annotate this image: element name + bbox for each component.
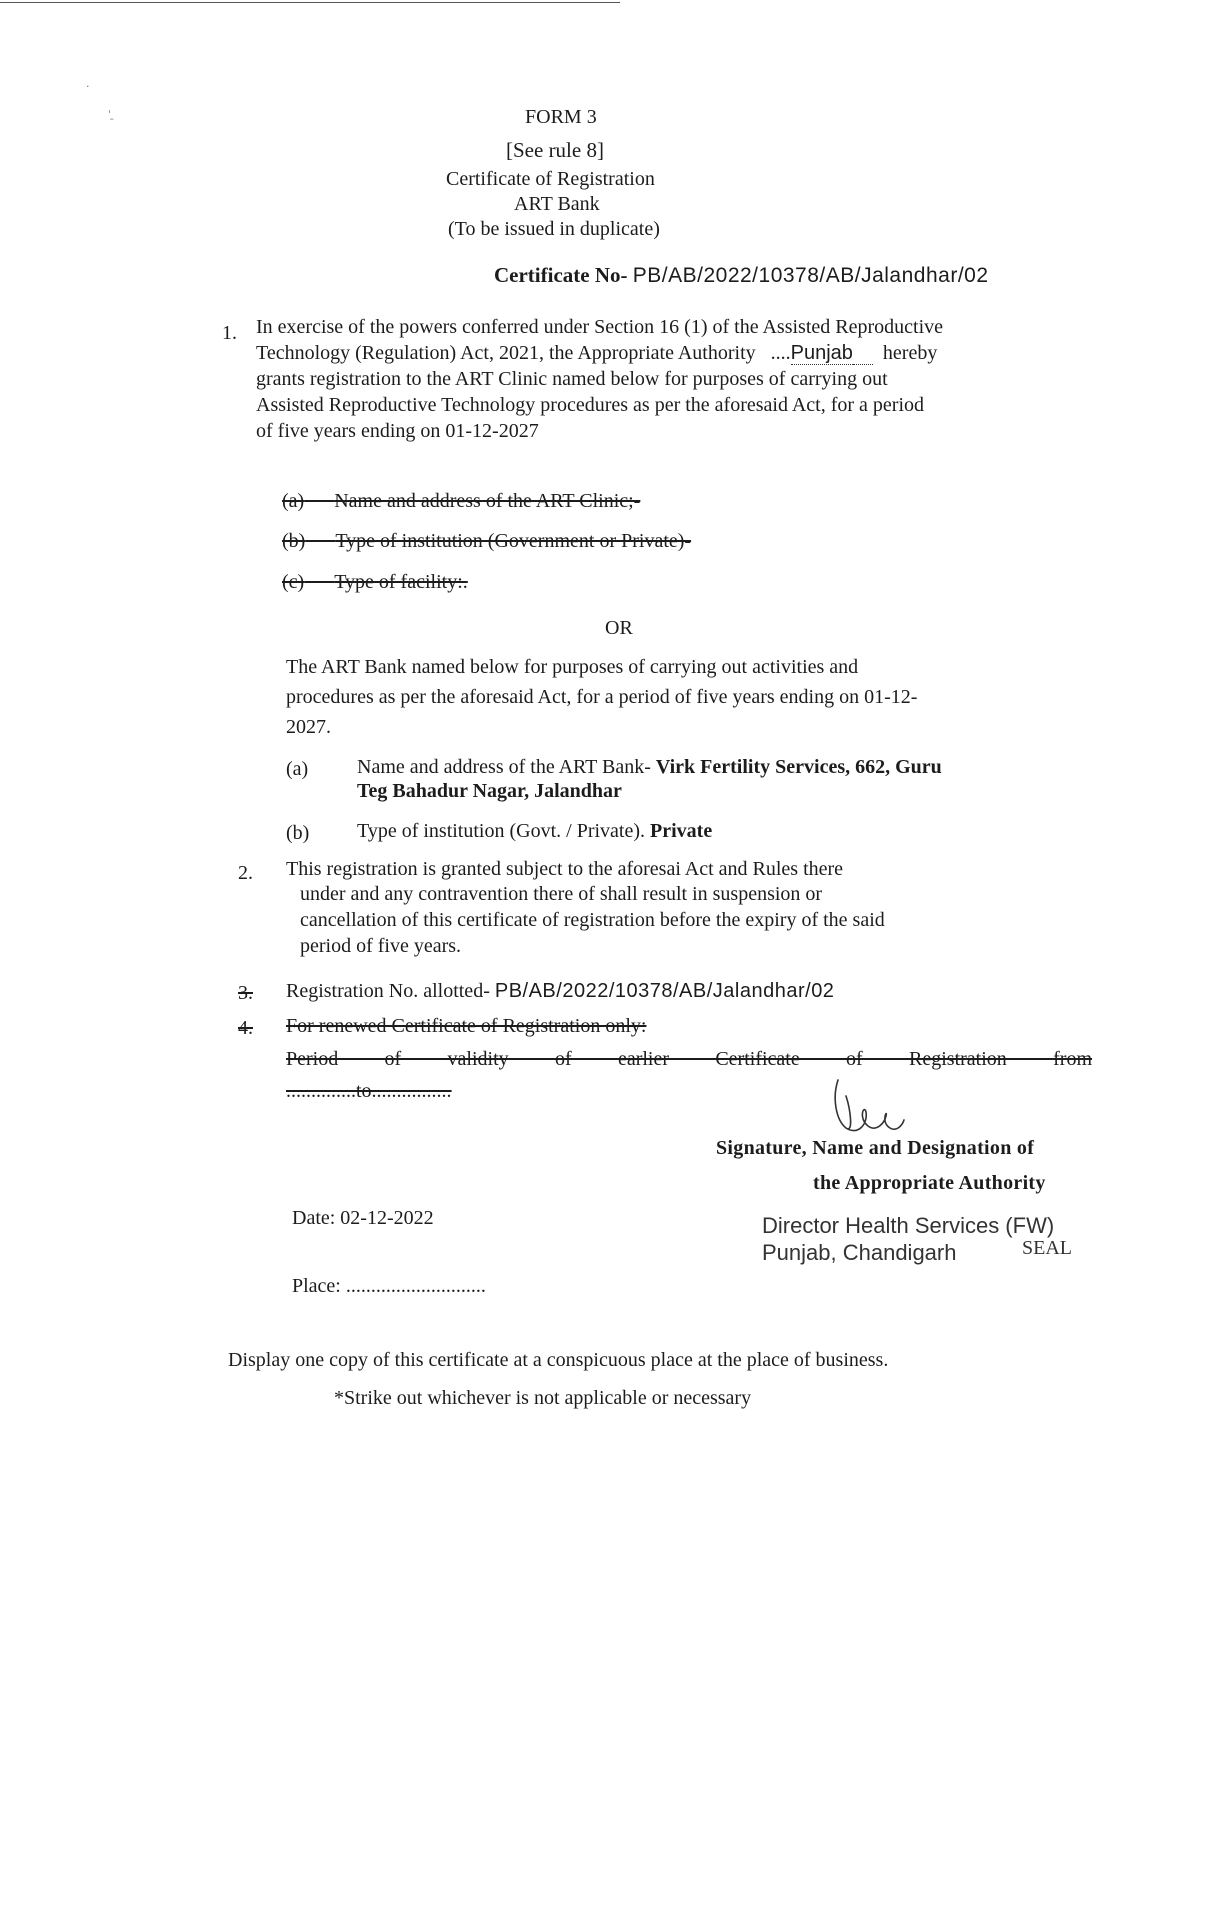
issue-place: Place: ............................ (292, 1275, 486, 1297)
designation-line-2: Punjab, Chandigarh (762, 1240, 957, 1265)
certificate-number-value: PB/AB/2022/10378/AB/Jalandhar/02 (632, 264, 989, 287)
duplicate-note: (To be issued in duplicate) (448, 218, 660, 240)
form-number: FORM 3 (525, 106, 597, 128)
clinic-item-c: (c) Type of facility:. (282, 571, 468, 593)
clinic-item-a: (a) Name and address of the ART Clinic;- (282, 490, 641, 512)
bank-name-address: Virk Fertility Services, 662, Guru (655, 756, 942, 778)
or-separator: OR (605, 617, 633, 639)
strike-out-note: *Strike out whichever is not applicable or necessary (334, 1387, 752, 1409)
scan-speck: ˈ ̱ (108, 108, 115, 121)
authority-state: Punjab (790, 342, 853, 364)
registration-number-line: Registration No. allotted- PB/AB/2022/10378/AB/Jalandhar/02 (286, 980, 835, 1002)
para-4-line-2: Period of validity of earlier Certificate of Registration from (286, 1048, 1092, 1070)
para-2-line-3: cancellation of this certificate of registration before the expiry of the said (300, 909, 885, 931)
bank-item-a-label: (a) (286, 758, 309, 780)
registration-number-value: PB/AB/2022/10378/AB/Jalandhar/02 (494, 980, 835, 1002)
para-4-line-3: ..............to................ (286, 1080, 452, 1102)
certificate-subtitle: ART Bank (514, 193, 600, 215)
para-1-text: In exercise of the powers conferred under Section 16 (1) of the Assisted Reproductive Technology (Regulation) Act, 2021, the Appropriate Authority ....Punjab hereby grants registration to the ART Clinic named below for purposes of carrying out Assisted Reproductive Technology procedures as per the aforesaid Act, for a period of five years ending on 01-12-2027 (256, 316, 944, 442)
para-4-number: 4. (238, 1017, 253, 1039)
para-3-number: 3. (238, 982, 253, 1004)
display-instruction: Display one copy of this certificate at a conspicuous place at the place of business. (228, 1349, 889, 1371)
bank-item-b-label: (b) (286, 822, 310, 844)
para-2-line-2: under and any contravention there of shall result in suspension or (300, 883, 823, 905)
designation-line-1: Director Health Services (FW) (762, 1213, 1055, 1238)
issue-date: Date: 02-12-2022 (292, 1207, 434, 1229)
clinic-item-b: (b) Type of institution (Government or Private)- (282, 530, 692, 552)
para-2-line-4: period of five years. (300, 935, 462, 957)
bank-paragraph: The ART Bank named below for purposes of carrying out activities and procedures as per the aforesaid Act, for a period of five years ending on 01-12- 2027. (286, 656, 918, 738)
institution-type: Private (650, 820, 713, 842)
rule-reference: [See rule 8] (506, 138, 604, 162)
scan-top-edge-line (0, 2, 620, 3)
seal-label: SEAL (1022, 1237, 1072, 1259)
scan-speck: · (86, 80, 90, 93)
para-2-number: 2. (238, 862, 253, 884)
signature-caption-line-1: Signature, Name and Designation of (716, 1137, 1035, 1159)
signature-caption-line-2: the Appropriate Authority (813, 1172, 1046, 1194)
bank-item-b-text: Type of institution (Govt. / Private). Private (357, 820, 713, 842)
para-2-line-1: This registration is granted subject to the aforesai Act and Rules there (286, 858, 844, 880)
para-4-line-1: For renewed Certificate of Registration only: (286, 1015, 647, 1037)
bank-address-line-2: Teg Bahadur Nagar, Jalandhar (357, 780, 622, 802)
certificate-title: Certificate of Registration (446, 168, 655, 190)
para-1-number: 1. (222, 322, 237, 344)
certificate-number-line (494, 263, 989, 288)
bank-item-a-text: Name and address of the ART Bank- Virk Fertility Services, 662, Guru (357, 756, 942, 778)
certificate-number-label: Certificate No- (494, 263, 628, 287)
signature-scribble (824, 1078, 914, 1140)
